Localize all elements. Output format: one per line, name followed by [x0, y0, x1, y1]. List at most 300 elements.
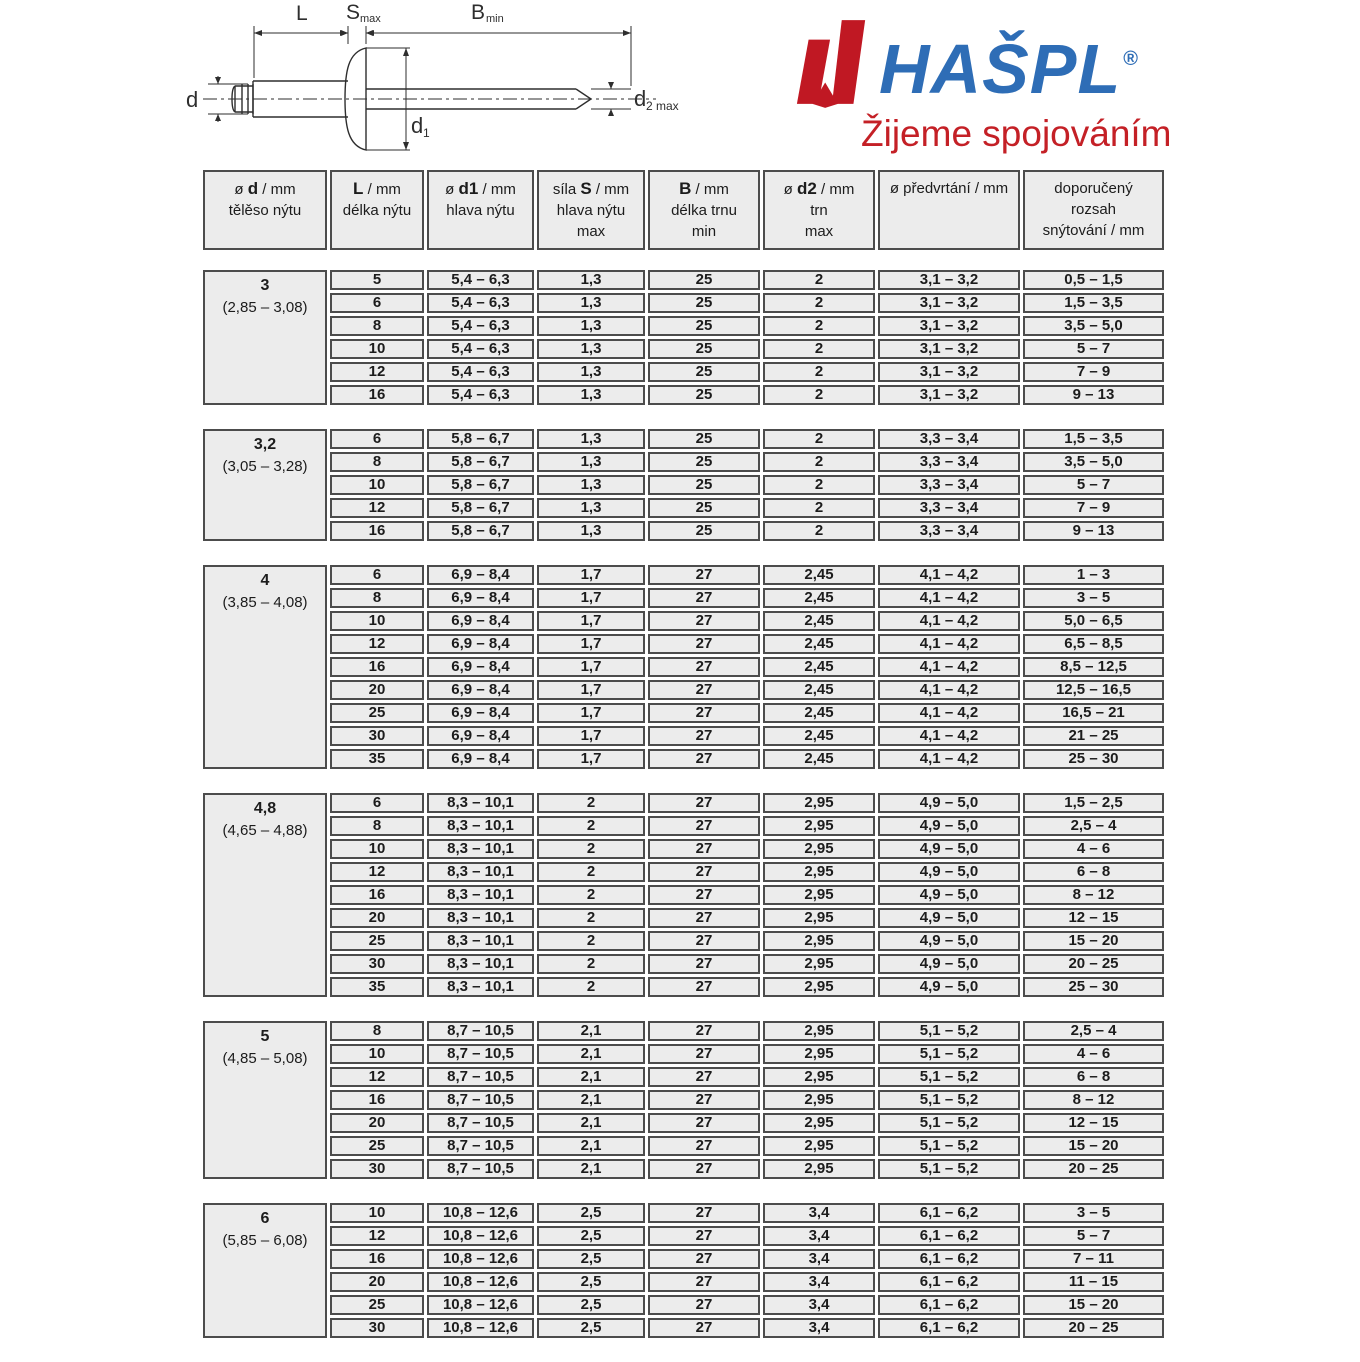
- table-cell: 25 – 30: [1023, 977, 1164, 997]
- rivet-drawing-svg: [178, 0, 688, 165]
- table-cell: 5,1 – 5,2: [878, 1067, 1020, 1087]
- table-cell: 4,9 – 5,0: [878, 954, 1020, 974]
- table-cell: 25: [648, 270, 760, 290]
- table-cell: 10: [330, 839, 424, 859]
- table-row: [330, 588, 1164, 608]
- table-cell: 12: [330, 1067, 424, 1087]
- table-cell: 5,8 – 6,7: [427, 498, 534, 518]
- table-cell: 4,1 – 4,2: [878, 726, 1020, 746]
- group-diameter-range: (2,85 – 3,08): [222, 299, 308, 316]
- table-cell: 12,5 – 16,5: [1023, 680, 1164, 700]
- table-cell: 2,1: [537, 1136, 645, 1156]
- table-cell: 25: [648, 293, 760, 313]
- table-cell: 3,1 – 3,2: [878, 293, 1020, 313]
- table-cell: 6,9 – 8,4: [427, 726, 534, 746]
- table-cell: 27: [648, 931, 760, 951]
- header-cell: [427, 170, 534, 250]
- table-cell: 6,1 – 6,2: [878, 1203, 1020, 1223]
- table-cell: 2,5: [537, 1226, 645, 1246]
- dim-label-L: L: [296, 2, 308, 25]
- table-cell: 27: [648, 862, 760, 882]
- table-cell: 2: [763, 475, 875, 495]
- table-cell: 6: [330, 793, 424, 813]
- table-cell: 2,5 – 4: [1023, 1021, 1164, 1041]
- table-cell: 8,3 – 10,1: [427, 885, 534, 905]
- table-row: [330, 657, 1164, 677]
- table-cell: 27: [648, 1249, 760, 1269]
- table-cell: 8: [330, 316, 424, 336]
- table-cell: 3,1 – 3,2: [878, 270, 1020, 290]
- table-cell: 1,3: [537, 385, 645, 405]
- table-cell: 4,9 – 5,0: [878, 908, 1020, 928]
- table-cell: 2,5: [537, 1295, 645, 1315]
- table-cell: 12: [330, 862, 424, 882]
- table-cell: 6 – 8: [1023, 1067, 1164, 1087]
- header-cell: [878, 170, 1020, 250]
- table-cell: 2,45: [763, 749, 875, 769]
- table-cell: 2,45: [763, 588, 875, 608]
- table-cell: 12: [330, 362, 424, 382]
- table-row: [330, 726, 1164, 746]
- table-cell: 2,5: [537, 1318, 645, 1338]
- header-sub-line: max: [576, 223, 606, 240]
- table-cell: 2,95: [763, 1136, 875, 1156]
- dim-label-S: S: [346, 1, 361, 24]
- table-cell: 3,4: [763, 1226, 875, 1246]
- header-symbol-line: ø předvrtání / mm: [889, 180, 1009, 197]
- table-cell: 4,1 – 4,2: [878, 611, 1020, 631]
- table-cell: 1,5 – 3,5: [1023, 293, 1164, 313]
- table-cell: 27: [648, 1021, 760, 1041]
- table-row: [330, 954, 1164, 974]
- table-cell: 27: [648, 611, 760, 631]
- header-sub-line: tělěso nýtu: [228, 202, 302, 219]
- table-cell: 2: [763, 270, 875, 290]
- table-cell: 2: [537, 839, 645, 859]
- table-cell: 25: [648, 316, 760, 336]
- haspl-brand-text: HAŠPL ®: [879, 30, 1139, 108]
- table-row: [330, 452, 1164, 472]
- table-cell: 6,9 – 8,4: [427, 611, 534, 631]
- header-sub-line: snýtování / mm: [1042, 222, 1145, 239]
- table-cell: 2: [537, 885, 645, 905]
- table-cell: 20 – 25: [1023, 954, 1164, 974]
- table-row: [330, 293, 1164, 313]
- table-row: [330, 839, 1164, 859]
- table-cell: 8,3 – 10,1: [427, 954, 534, 974]
- group-diameter-range: (4,65 – 4,88): [222, 822, 308, 839]
- header-sub-line: hlava nýtu: [556, 202, 626, 219]
- table-cell: 30: [330, 1318, 424, 1338]
- haspl-tagline: Žijeme spojováním: [861, 113, 1172, 154]
- table-cell: 10: [330, 475, 424, 495]
- table-cell: 2: [537, 816, 645, 836]
- table-cell: 5,1 – 5,2: [878, 1021, 1020, 1041]
- table-cell: 4,9 – 5,0: [878, 839, 1020, 859]
- table-cell: 2: [763, 498, 875, 518]
- table-cell: 3,4: [763, 1318, 875, 1338]
- table-cell: 8,3 – 10,1: [427, 908, 534, 928]
- table-cell: 8,3 – 10,1: [427, 816, 534, 836]
- table-cell: 5,4 – 6,3: [427, 339, 534, 359]
- table-cell: 20: [330, 1113, 424, 1133]
- table-cell: 3,5 – 5,0: [1023, 316, 1164, 336]
- table-cell: 2,95: [763, 908, 875, 928]
- table-cell: 8,3 – 10,1: [427, 931, 534, 951]
- table-cell: 8: [330, 816, 424, 836]
- table-cell: 1,7: [537, 588, 645, 608]
- table-cell: 5,8 – 6,7: [427, 452, 534, 472]
- table-cell: 2,95: [763, 1044, 875, 1064]
- table-cell: 2,95: [763, 793, 875, 813]
- table-cell: 2,95: [763, 954, 875, 974]
- table-cell: 27: [648, 1136, 760, 1156]
- table-cell: 2,1: [537, 1113, 645, 1133]
- table-group: [203, 270, 1173, 405]
- table-cell: 2,45: [763, 703, 875, 723]
- table-cell: 0,5 – 1,5: [1023, 270, 1164, 290]
- table-cell: 5,8 – 6,7: [427, 429, 534, 449]
- header-cell: [537, 170, 645, 250]
- table-cell: 2: [537, 977, 645, 997]
- header-symbol-line: L / mm: [353, 179, 401, 198]
- table-cell: 6: [330, 429, 424, 449]
- group-diameter-cell: 6 (5,85 – 6,08): [203, 1203, 327, 1338]
- table-cell: 4,1 – 4,2: [878, 680, 1020, 700]
- table-cell: 2,5: [537, 1203, 645, 1223]
- table-cell: 25: [648, 475, 760, 495]
- table-group: [203, 429, 1173, 541]
- table-cell: 2: [537, 793, 645, 813]
- table-cell: 2: [763, 385, 875, 405]
- table-cell: 2,95: [763, 1159, 875, 1179]
- table-cell: 5: [330, 270, 424, 290]
- table-cell: 3,3 – 3,4: [878, 498, 1020, 518]
- table-cell: 2,45: [763, 565, 875, 585]
- table-cell: 6,1 – 6,2: [878, 1272, 1020, 1292]
- table-cell: 27: [648, 1159, 760, 1179]
- table-row: [330, 977, 1164, 997]
- table-cell: 2: [763, 452, 875, 472]
- table-cell: 3,5 – 5,0: [1023, 452, 1164, 472]
- table-row: [330, 931, 1164, 951]
- header-cell: [330, 170, 424, 250]
- table-cell: 16: [330, 521, 424, 541]
- group-diameter-cell: 5 (4,85 – 5,08): [203, 1021, 327, 1179]
- table-row: [330, 429, 1164, 449]
- table-cell: 8: [330, 588, 424, 608]
- table-cell: 1,3: [537, 339, 645, 359]
- group-diameter-cell: 3,2 (3,05 – 3,28): [203, 429, 327, 541]
- table-cell: 2,45: [763, 657, 875, 677]
- header-sub-line: délka trnu: [671, 202, 737, 219]
- group-diameter-cell: 4,8 (4,65 – 4,88): [203, 793, 327, 997]
- table-cell: 6,9 – 8,4: [427, 703, 534, 723]
- table-cell: 2: [537, 862, 645, 882]
- table-cell: 3,3 – 3,4: [878, 521, 1020, 541]
- table-cell: 27: [648, 680, 760, 700]
- table-cell: 12: [330, 498, 424, 518]
- table-cell: 5,1 – 5,2: [878, 1090, 1020, 1110]
- table-cell: 9 – 13: [1023, 521, 1164, 541]
- table-cell: 6,1 – 6,2: [878, 1226, 1020, 1246]
- table-cell: 25: [330, 931, 424, 951]
- table-cell: 5,0 – 6,5: [1023, 611, 1164, 631]
- table-row: [330, 703, 1164, 723]
- table-cell: 16: [330, 385, 424, 405]
- table-cell: 12 – 15: [1023, 1113, 1164, 1133]
- table-cell: 2,45: [763, 680, 875, 700]
- table-cell: 2,95: [763, 977, 875, 997]
- table-cell: 10,8 – 12,6: [427, 1318, 534, 1338]
- header-symbol-line: B / mm: [679, 179, 729, 198]
- table-cell: 27: [648, 1113, 760, 1133]
- table-cell: 20 – 25: [1023, 1159, 1164, 1179]
- table-row: [330, 1021, 1164, 1041]
- table-row: [330, 634, 1164, 654]
- table-cell: 1,7: [537, 565, 645, 585]
- dim-label-B-sub: min: [486, 13, 504, 25]
- table-cell: 20: [330, 908, 424, 928]
- table-cell: 27: [648, 816, 760, 836]
- table-cell: 30: [330, 1159, 424, 1179]
- table-cell: 15 – 20: [1023, 931, 1164, 951]
- table-cell: 2,95: [763, 862, 875, 882]
- header-sub-line: max: [804, 223, 834, 240]
- table-cell: 12 – 15: [1023, 908, 1164, 928]
- table-cell: 5,1 – 5,2: [878, 1136, 1020, 1156]
- table-cell: 8,7 – 10,5: [427, 1136, 534, 1156]
- table-cell: 1,3: [537, 498, 645, 518]
- table-cell: 2,95: [763, 1021, 875, 1041]
- table-cell: 27: [648, 588, 760, 608]
- table-cell: 3,1 – 3,2: [878, 339, 1020, 359]
- table-cell: 27: [648, 726, 760, 746]
- table-row: [330, 862, 1164, 882]
- table-cell: 2: [537, 954, 645, 974]
- table-cell: 4,1 – 4,2: [878, 634, 1020, 654]
- table-row: [330, 749, 1164, 769]
- table-cell: 12: [330, 634, 424, 654]
- table-cell: 8,3 – 10,1: [427, 839, 534, 859]
- rivet-spec-table: [203, 170, 1173, 1362]
- table-cell: 25: [648, 498, 760, 518]
- table-row: [330, 1203, 1164, 1223]
- table-cell: 27: [648, 1226, 760, 1246]
- table-cell: 27: [648, 749, 760, 769]
- table-cell: 6,1 – 6,2: [878, 1295, 1020, 1315]
- table-cell: 1,5 – 2,5: [1023, 793, 1164, 813]
- rivet-technical-drawing: [178, 0, 688, 165]
- table-cell: 1,7: [537, 657, 645, 677]
- table-cell: 8,7 – 10,5: [427, 1021, 534, 1041]
- table-cell: 4,9 – 5,0: [878, 885, 1020, 905]
- table-row: [330, 793, 1164, 813]
- table-cell: 6,9 – 8,4: [427, 588, 534, 608]
- table-cell: 20 – 25: [1023, 1318, 1164, 1338]
- table-cell: 10,8 – 12,6: [427, 1272, 534, 1292]
- table-row: [330, 1318, 1164, 1338]
- dim-label-d2-sub: 2 max: [646, 99, 679, 113]
- table-cell: 4,1 – 4,2: [878, 703, 1020, 723]
- table-cell: 30: [330, 726, 424, 746]
- table-row: [330, 521, 1164, 541]
- table-cell: 7 – 9: [1023, 362, 1164, 382]
- table-cell: 1,7: [537, 611, 645, 631]
- table-row: [330, 316, 1164, 336]
- table-cell: 27: [648, 839, 760, 859]
- table-cell: 4,1 – 4,2: [878, 749, 1020, 769]
- header-symbol-line: ø d / mm: [234, 179, 296, 198]
- table-cell: 2,5 – 4: [1023, 816, 1164, 836]
- table-cell: 27: [648, 1318, 760, 1338]
- table-cell: 3,4: [763, 1295, 875, 1315]
- group-diameter-cell: 3 (2,85 – 3,08): [203, 270, 327, 405]
- table-cell: 8,5 – 12,5: [1023, 657, 1164, 677]
- table-cell: 1,3: [537, 316, 645, 336]
- table-cell: 2: [763, 362, 875, 382]
- table-row: [330, 1136, 1164, 1156]
- table-cell: 2,1: [537, 1067, 645, 1087]
- table-cell: 3,3 – 3,4: [878, 452, 1020, 472]
- table-cell: 10: [330, 339, 424, 359]
- table-row: [330, 565, 1164, 585]
- table-cell: 7 – 9: [1023, 498, 1164, 518]
- table-cell: 8 – 12: [1023, 1090, 1164, 1110]
- table-cell: 5,8 – 6,7: [427, 521, 534, 541]
- table-cell: 8: [330, 452, 424, 472]
- table-cell: 1,3: [537, 475, 645, 495]
- table-cell: 1,3: [537, 362, 645, 382]
- table-cell: 20: [330, 680, 424, 700]
- table-cell: 1,7: [537, 726, 645, 746]
- table-cell: 5,1 – 5,2: [878, 1159, 1020, 1179]
- table-cell: 27: [648, 908, 760, 928]
- table-cell: 2,45: [763, 611, 875, 631]
- table-cell: 15 – 20: [1023, 1136, 1164, 1156]
- table-cell: 2,1: [537, 1044, 645, 1064]
- table-cell: 1,3: [537, 293, 645, 313]
- header-symbol-line: síla S / mm: [552, 179, 630, 198]
- header-symbol-line: doporučený: [1054, 180, 1133, 197]
- table-cell: 27: [648, 634, 760, 654]
- table-row: [330, 908, 1164, 928]
- table-cell: 27: [648, 1067, 760, 1087]
- header-sub-line: hlava nýtu: [446, 202, 515, 219]
- table-cell: 27: [648, 565, 760, 585]
- table-cell: 16: [330, 1249, 424, 1269]
- table-cell: 4,1 – 4,2: [878, 588, 1020, 608]
- header-cell: [1023, 170, 1164, 250]
- table-cell: 27: [648, 885, 760, 905]
- header-symbol-line: ø d2 / mm: [783, 179, 855, 198]
- table-row: [330, 1090, 1164, 1110]
- dim-label-B: B: [471, 1, 486, 24]
- table-cell: 2,5: [537, 1272, 645, 1292]
- table-cell: 2,1: [537, 1159, 645, 1179]
- table-cell: 4,9 – 5,0: [878, 816, 1020, 836]
- table-cell: 10,8 – 12,6: [427, 1203, 534, 1223]
- table-cell: 2,95: [763, 1113, 875, 1133]
- table-row: [330, 362, 1164, 382]
- table-cell: 6,9 – 8,4: [427, 680, 534, 700]
- table-row: [330, 680, 1164, 700]
- group-rows: [330, 1021, 1164, 1179]
- table-cell: 1 – 3: [1023, 565, 1164, 585]
- table-cell: 6: [330, 293, 424, 313]
- table-cell: 1,3: [537, 521, 645, 541]
- table-cell: 3 – 5: [1023, 588, 1164, 608]
- table-cell: 27: [648, 1295, 760, 1315]
- table-cell: 6,5 – 8,5: [1023, 634, 1164, 654]
- table-cell: 10,8 – 12,6: [427, 1295, 534, 1315]
- table-row: [330, 498, 1164, 518]
- table-row: [330, 385, 1164, 405]
- table-cell: 3,1 – 3,2: [878, 362, 1020, 382]
- table-cell: 6,9 – 8,4: [427, 749, 534, 769]
- table-cell: 27: [648, 703, 760, 723]
- table-cell: 10,8 – 12,6: [427, 1226, 534, 1246]
- dim-label-d1: d: [411, 113, 424, 138]
- table-header-row: [203, 170, 1173, 250]
- haspl-logo: [793, 16, 1213, 154]
- table-cell: 15 – 20: [1023, 1295, 1164, 1315]
- table-cell: 21 – 25: [1023, 726, 1164, 746]
- table-cell: 25: [648, 452, 760, 472]
- table-cell: 1,7: [537, 749, 645, 769]
- table-cell: 27: [648, 1272, 760, 1292]
- table-cell: 4 – 6: [1023, 839, 1164, 859]
- table-cell: 2: [763, 429, 875, 449]
- table-cell: 10: [330, 1044, 424, 1064]
- table-cell: 25: [648, 429, 760, 449]
- table-row: [330, 1044, 1164, 1064]
- table-cell: 2,95: [763, 839, 875, 859]
- table-cell: 2,5: [537, 1249, 645, 1269]
- header-cell: [648, 170, 760, 250]
- table-cell: 5,4 – 6,3: [427, 270, 534, 290]
- table-cell: 8,3 – 10,1: [427, 793, 534, 813]
- table-row: [330, 1249, 1164, 1269]
- table-cell: 4,1 – 4,2: [878, 565, 1020, 585]
- table-cell: 4,1 – 4,2: [878, 657, 1020, 677]
- table-cell: 8,3 – 10,1: [427, 977, 534, 997]
- table-cell: 4,9 – 5,0: [878, 931, 1020, 951]
- table-cell: 5,4 – 6,3: [427, 385, 534, 405]
- table-cell: 4,9 – 5,0: [878, 793, 1020, 813]
- table-row: [330, 611, 1164, 631]
- table-cell: 8,7 – 10,5: [427, 1159, 534, 1179]
- table-cell: 27: [648, 657, 760, 677]
- table-cell: 25: [330, 1136, 424, 1156]
- table-cell: 2,1: [537, 1021, 645, 1041]
- haspl-logo-mark-icon: [793, 16, 871, 108]
- table-cell: 4,9 – 5,0: [878, 977, 1020, 997]
- table-cell: 27: [648, 977, 760, 997]
- table-cell: 1,7: [537, 634, 645, 654]
- table-cell: 25: [648, 521, 760, 541]
- table-cell: 1,7: [537, 680, 645, 700]
- group-rows: [330, 429, 1164, 541]
- table-cell: 30: [330, 954, 424, 974]
- table-cell: 1,5 – 3,5: [1023, 429, 1164, 449]
- table-cell: 10,8 – 12,6: [427, 1249, 534, 1269]
- table-cell: 6,1 – 6,2: [878, 1318, 1020, 1338]
- table-cell: 8,3 – 10,1: [427, 862, 534, 882]
- table-cell: 2: [763, 293, 875, 313]
- table-cell: 12: [330, 1226, 424, 1246]
- table-cell: 25 – 30: [1023, 749, 1164, 769]
